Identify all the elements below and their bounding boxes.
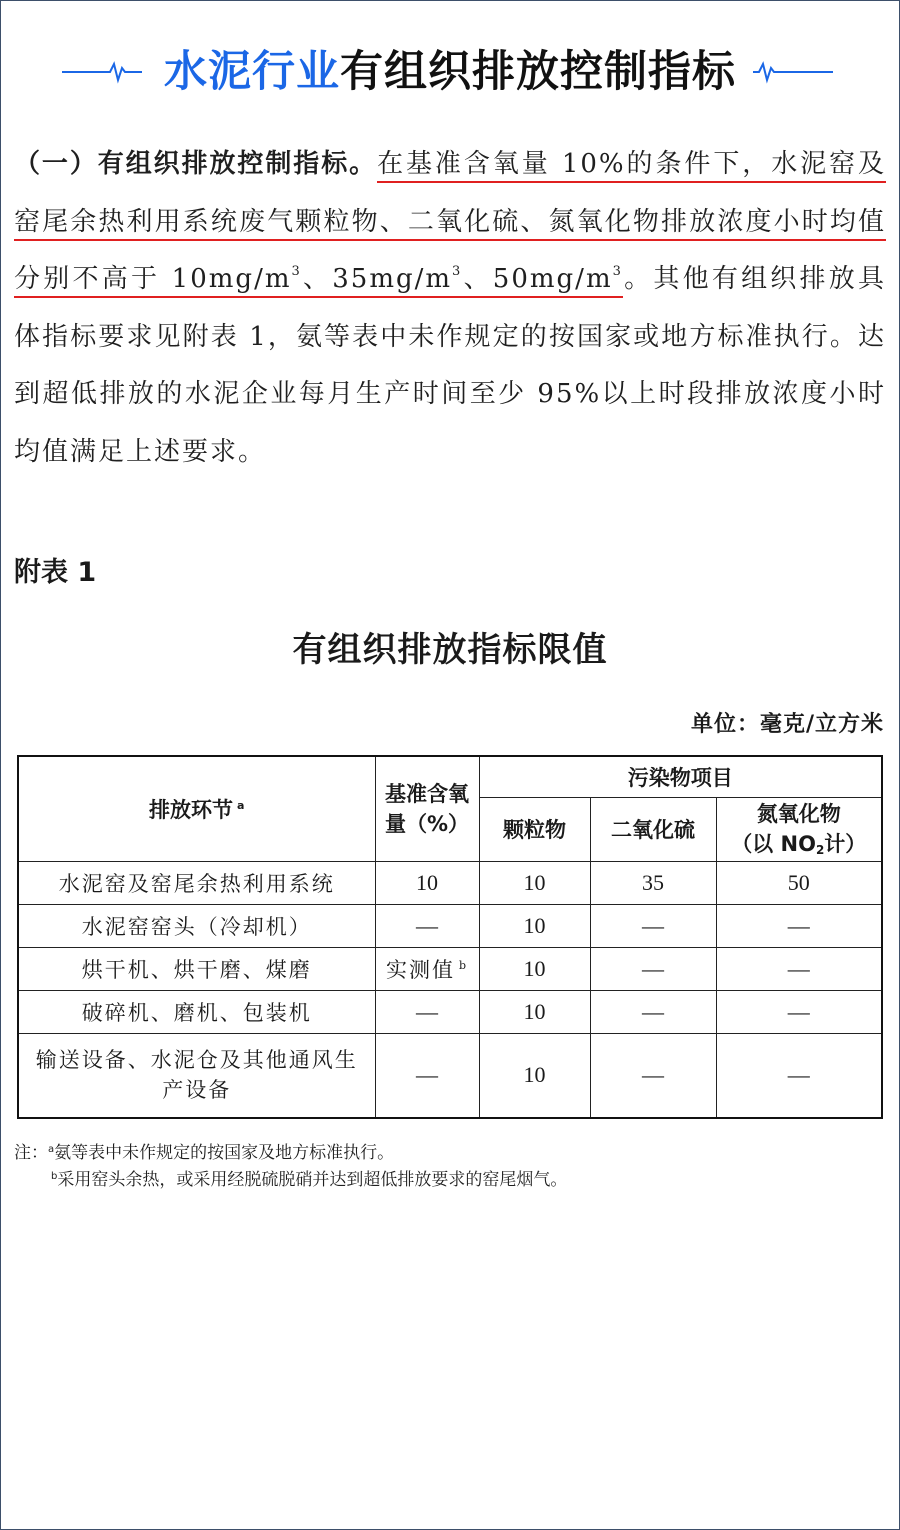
row-oxygen: — [375, 990, 479, 1033]
row-oxygen: — [375, 1033, 479, 1118]
pulse-line-icon [753, 58, 833, 86]
table-row [18, 990, 882, 1033]
header-nox-pre: （以 NO [731, 832, 816, 856]
table-title: 有组织排放指标限值 [292, 630, 608, 670]
header-emission-stage [18, 756, 375, 861]
footnote-mark: a [237, 798, 245, 812]
note-b [14, 1167, 567, 1194]
row-particulate: 10 [479, 947, 590, 990]
subscript: 2 [815, 843, 825, 857]
row-stage-line1: 输送设备、水泥仓及其他通风生 [35, 1048, 358, 1073]
title-highlight: 水泥行业 [164, 47, 340, 97]
header-oxygen-label: 基准含氧量（%） [384, 781, 470, 836]
row-particulate: 10 [479, 990, 590, 1033]
paragraph-lead: （一）有组织排放控制指标。 [14, 149, 378, 179]
page-header [0, 40, 900, 104]
row-particulate: 10 [479, 1033, 590, 1118]
header-particulate: 颗粒物 [479, 797, 590, 861]
row-nox: — [716, 990, 882, 1033]
body-paragraph [14, 136, 886, 481]
emission-table [17, 755, 883, 1119]
row-so2: 35 [590, 861, 716, 904]
row-oxygen: — [375, 904, 479, 947]
row-stage: 水泥窑窑头（冷却机） [18, 904, 375, 947]
table-row [18, 1033, 882, 1118]
row-stage-line2: 产设备 [162, 1078, 232, 1103]
table-row [18, 904, 882, 947]
row-stage: 水泥窑及窑尾余热利用系统 [18, 861, 375, 904]
row-oxygen [375, 947, 479, 990]
table-row [18, 861, 882, 904]
row-so2: — [590, 990, 716, 1033]
header-oxygen [375, 756, 479, 861]
row-so2: — [590, 947, 716, 990]
superscript: 3 [291, 264, 302, 279]
row-particulate: 10 [479, 904, 590, 947]
note-a [14, 1140, 567, 1167]
notes-prefix: 注： [14, 1143, 48, 1163]
footnote-mark: a [48, 1144, 55, 1155]
row-oxygen-value: 实测值 [385, 957, 455, 982]
row-stage: 破碎机、磨机、包装机 [18, 990, 375, 1033]
row-nox: — [716, 947, 882, 990]
row-particulate: 10 [479, 861, 590, 904]
header-nox-line1: 氮氧化物 [756, 802, 841, 826]
row-nox: 50 [716, 861, 882, 904]
row-so2: — [590, 1033, 716, 1118]
row-nox: — [716, 1033, 882, 1118]
row-nox: — [716, 904, 882, 947]
table-notes [14, 1140, 567, 1194]
row-stage: 烘干机、烘干磨、煤磨 [18, 947, 375, 990]
footnote-mark: b [458, 958, 469, 972]
header-nox-post: 计） [824, 832, 867, 856]
table-row [18, 947, 882, 990]
note-a-text: 氨等表中未作规定的按国家及地方标准执行。 [54, 1143, 395, 1163]
unit-label: 单位：毫克/立方米 [690, 712, 884, 737]
attachment-label: 附表 1 [14, 557, 97, 588]
underlined-sep-2: 、50mg/m [462, 264, 613, 294]
title-rest: 有组织排放控制指标 [340, 47, 736, 97]
underlined-main: 在基准含氧量 10%的条件下，水泥窑及窑尾余热利用系统废气颗粒物、二氧化硫、氮氧化物排放浓度小时均值分别不高于 10mg/m [14, 149, 886, 294]
underlined-sep-1: 、35mg/m [301, 264, 453, 294]
note-b-text: 采用窑头余热，或采用经脱硫脱硝并达到超低排放要求的窑尾烟气。 [57, 1170, 568, 1190]
header-so2: 二氧化硫 [590, 797, 716, 861]
header-emission-stage-label: 排放环节 [149, 797, 234, 822]
superscript: 3 [452, 264, 463, 279]
paragraph-rest: 。其他有组织排放具体指标要求见附表 1，氨等表中未作规定的按国家或地方标准执行。达到超低排放的水泥企业每月生产时间至少 95%以上时段排放浓度小时均值满足上述要求。 [14, 264, 887, 467]
footnote-mark: b [51, 1171, 58, 1182]
row-oxygen: 10 [375, 861, 479, 904]
superscript: 3 [612, 264, 623, 279]
header-nox-line2 [717, 829, 882, 859]
row-so2: — [590, 904, 716, 947]
table-header-row [18, 756, 882, 797]
header-nox [716, 797, 882, 861]
row-stage [18, 1033, 375, 1118]
header-pollutant-group: 污染物项目 [479, 756, 882, 797]
